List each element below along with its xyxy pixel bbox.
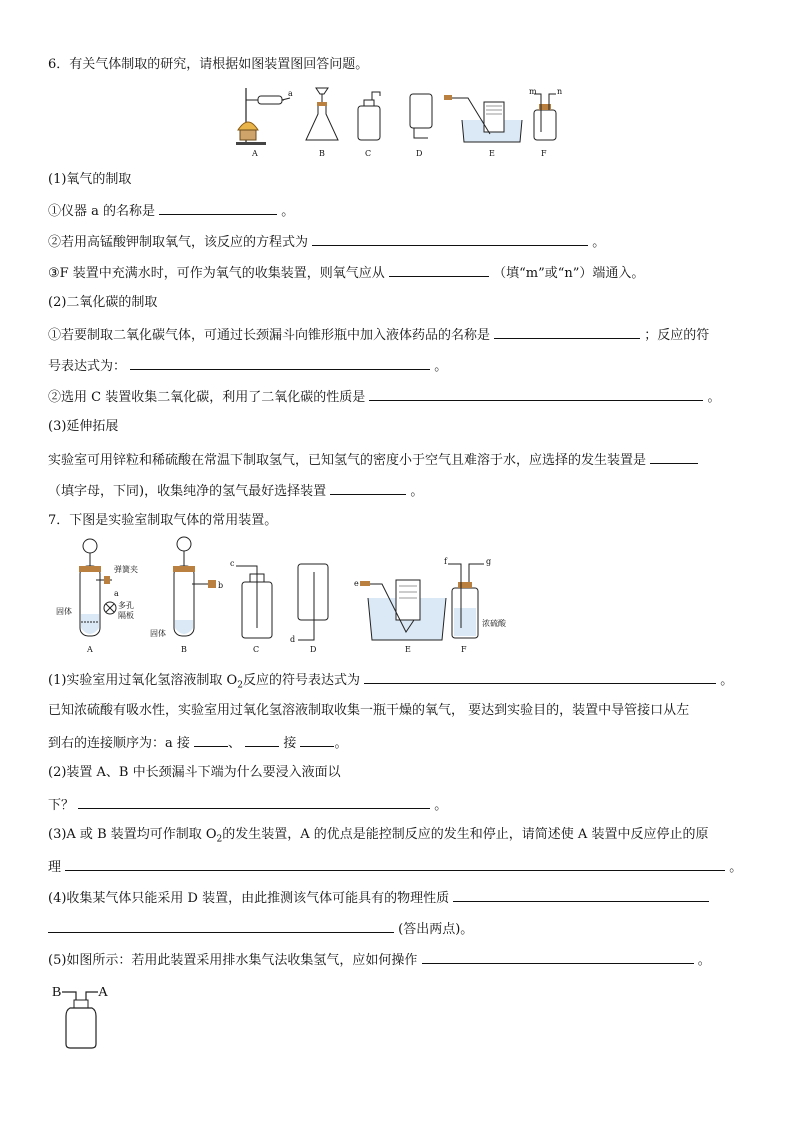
label-solid-b: 固体 [150, 629, 166, 638]
label-D: D [310, 645, 317, 654]
label-m: m [529, 87, 537, 96]
text: 反应的符号表达式为 [242, 673, 360, 688]
text: ②若用高锰酸钾制取氧气，该反应的方程式为 [48, 235, 309, 250]
q7-item-2-cont [48, 795, 447, 815]
text: 。 [592, 235, 606, 250]
label-a: a [288, 89, 293, 98]
answer-blank[interactable] [65, 857, 725, 871]
answer-blank[interactable] [300, 733, 334, 747]
label-porous-2: 隔板 [118, 611, 134, 620]
q6-item-3 [48, 450, 698, 470]
answer-blank[interactable] [78, 795, 430, 809]
text: 下？ [48, 798, 75, 813]
answer-blank[interactable] [494, 325, 640, 339]
gas-bottle-icon [62, 992, 98, 1048]
text: (答出两点)。 [398, 922, 474, 937]
q7-item-2: (2)装置 A、B 中长颈漏斗下端为什么要浸入液面以 [48, 765, 341, 780]
answer-blank[interactable] [453, 888, 709, 902]
text: 到右的连接顺序为：a 接 [48, 736, 190, 751]
answer-blank[interactable] [312, 232, 588, 246]
text: 号表达式为： [48, 359, 127, 374]
text: 。 [720, 673, 734, 688]
answer-blank[interactable] [48, 919, 394, 933]
answer-blank[interactable] [130, 356, 430, 370]
label-n: n [557, 87, 563, 96]
answer-blank[interactable] [330, 481, 406, 495]
text: 的发生装置，A 的优点是能控制反应的发生和停止，请简述使 A 装置中反应停止的原 [222, 827, 709, 842]
text: 。 [434, 798, 448, 813]
q7-item-5 [48, 950, 711, 970]
bottle-d-icon [298, 564, 328, 640]
q6-item-3-cont [48, 481, 423, 501]
label-e: e [354, 579, 359, 588]
label-C: C [253, 645, 260, 654]
text: 实验室可用锌粒和稀硫酸在常温下制取氢气，已知氢气的密度小于空气且难溶于水，应选择的发生装置是 [48, 453, 647, 468]
q7-apparatus-figure [52, 536, 522, 662]
apparatus-a-icon [236, 88, 290, 145]
label-d: d [290, 635, 296, 644]
q7-item-4 [48, 888, 709, 908]
q6-section-2: (2)二氧化碳的制取 [48, 295, 158, 310]
text: 。 [729, 860, 743, 875]
label-a: a [114, 589, 119, 598]
text: (1)实验室用过氧化氢溶液制取 O [48, 673, 238, 688]
text: (3)A 或 B 装置均可作制取 O [48, 827, 217, 842]
answer-blank[interactable] [159, 201, 277, 215]
label-bottle-A: A [98, 985, 109, 1000]
answer-blank[interactable] [422, 950, 694, 964]
gas-bottle-figure [50, 980, 120, 1052]
trough-e-icon [444, 95, 522, 142]
q7-item-1 [48, 670, 733, 695]
label-B: B [319, 149, 325, 158]
q7-item-3-cont [48, 857, 742, 877]
text: 接 [283, 736, 297, 751]
q7-item-1-note: 已知浓硫酸有吸水性，实验室用过氧化氢溶液制取收集一瓶干燥的氧气， 要达到实验目的，装置中导管接口从左 [48, 703, 690, 718]
text: ；反应的符 [644, 328, 710, 343]
text: (5)如图所示：若用此装置采用排水集气法收集氢气，应如何操作 [48, 953, 418, 968]
q6-item-2-1 [48, 325, 709, 345]
text: (4)收集某气体只能采用 D 装置，由此推测该气体可能具有的物理性质 [48, 891, 450, 906]
label-E: E [405, 645, 411, 654]
label-solid-a: 固体 [56, 607, 72, 616]
q6-item-2-1-cont [48, 356, 447, 376]
answer-blank[interactable] [369, 387, 703, 401]
q6-apparatus-figure [228, 84, 568, 162]
text: ①若要制取二氧化碳气体，可通过长颈漏斗向锥形瓶中加入液体药品的名称是 [48, 328, 491, 343]
label-f: f [444, 557, 447, 566]
q6-item-1-2 [48, 232, 605, 252]
flask-b-icon [306, 88, 338, 140]
bottle-c-icon [358, 92, 380, 140]
label-E: E [489, 149, 495, 158]
text: 。 [281, 204, 295, 219]
text: （填字母，下同)，收集纯净的氢气最好选择装置 [48, 484, 327, 499]
answer-blank[interactable] [364, 670, 716, 684]
q6-item-1-1 [48, 201, 294, 221]
text: ①仪器 a 的名称是 [48, 204, 156, 219]
bottle-c-icon [236, 566, 272, 638]
text: 。 [334, 736, 348, 751]
label-c: c [230, 559, 235, 568]
label-spring-clip: 弹簧夹 [114, 565, 138, 574]
label-conc-acid: 浓硫酸 [482, 619, 506, 628]
apparatus-a-icon [79, 539, 116, 636]
label-C: C [365, 149, 372, 158]
q7-item-1-order [48, 733, 348, 753]
answer-blank[interactable] [194, 733, 228, 747]
q6-title: 6．有关气体制取的研究，请根据如图装置图回答问题。 [48, 57, 369, 72]
label-B: B [181, 645, 187, 654]
label-F: F [461, 645, 467, 654]
text: 。 [410, 484, 424, 499]
text: 。 [434, 359, 448, 374]
q6-section-1: (1)氧气的制取 [48, 172, 132, 187]
text: ②选用 C 装置收集二氧化碳，利用了二氧化碳的性质是 [48, 390, 366, 405]
answer-blank[interactable] [245, 733, 279, 747]
subscript: 2 [216, 834, 223, 845]
trough-e-icon [360, 580, 446, 640]
q7-item-4-cont [48, 919, 473, 939]
bottle-f-icon [448, 564, 484, 638]
label-A: A [252, 149, 258, 158]
text: 、 [228, 736, 242, 751]
label-b: b [218, 581, 224, 590]
q6-item-1-3 [48, 263, 644, 283]
text: ③F 装置中充满水时，可作为氧气的收集装置，则氧气应从 [48, 266, 385, 281]
q7-item-3 [48, 826, 708, 849]
text: 理 [48, 860, 62, 875]
bottle-d-icon [410, 94, 432, 138]
q6-section-3: (3)延伸拓展 [48, 419, 119, 434]
label-porous-1: 多孔 [118, 601, 134, 610]
text: 。 [707, 390, 721, 405]
bottle-f-icon [534, 94, 556, 140]
q7-title: 7．下图是实验室制取气体的常用装置。 [48, 513, 278, 528]
text: （填“m”或“n”）端通入。 [493, 266, 645, 281]
answer-blank[interactable] [650, 450, 698, 464]
text: 。 [697, 953, 711, 968]
label-A: A [87, 645, 93, 654]
q6-item-2-2 [48, 387, 721, 407]
label-g: g [486, 557, 492, 566]
label-F: F [541, 149, 547, 158]
subscript: 2 [237, 680, 243, 691]
label-bottle-B: B [52, 985, 62, 1000]
apparatus-b-icon [173, 537, 216, 636]
answer-blank[interactable] [389, 263, 489, 277]
label-D: D [416, 149, 423, 158]
